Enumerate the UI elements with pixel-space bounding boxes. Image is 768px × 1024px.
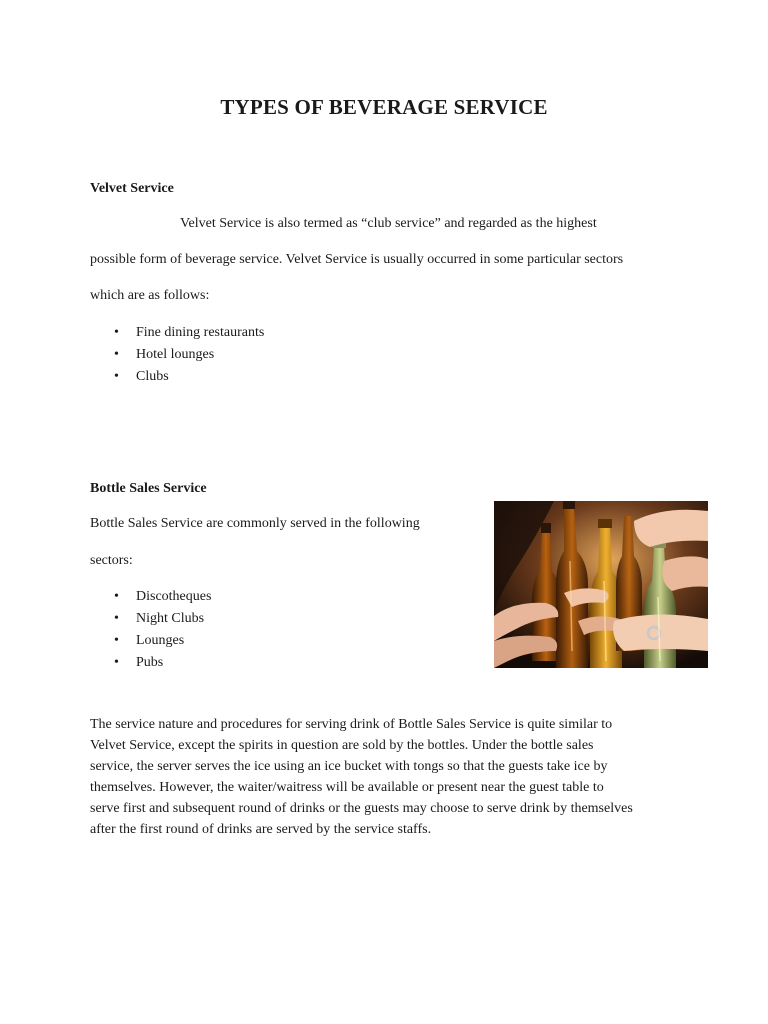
velvet-sector-list bbox=[90, 322, 264, 388]
description-line: The service nature and procedures for serving drink of Bottle Sales Service is quite similar to bbox=[90, 717, 613, 732]
velvet-service-heading: Velvet Service bbox=[90, 181, 174, 196]
bottle-sector-list bbox=[90, 586, 211, 674]
beer-bottles-toast-photo bbox=[494, 501, 708, 668]
description-line: Velvet Service, except the spirits in question are sold by the bottles. Under the bottle sales bbox=[90, 738, 594, 753]
bottle-paragraph-line-1: Bottle Sales Service are commonly served in the following bbox=[90, 516, 420, 531]
list-item: • Clubs bbox=[90, 366, 264, 388]
velvet-paragraph-line-1: Velvet Service is also termed as “club service” and regarded as the highest bbox=[180, 216, 597, 231]
list-item: • Hotel lounges bbox=[90, 344, 264, 366]
description-line: after the first round of drinks are served by the service staffs. bbox=[90, 822, 432, 837]
description-line: serve first and subsequent round of drinks or the guests may choose to serve drink by themselves bbox=[90, 801, 633, 816]
page-title: TYPES OF BEVERAGE SERVICE bbox=[220, 95, 548, 119]
velvet-paragraph-line-3: which are as follows: bbox=[90, 288, 210, 303]
bottle-sales-heading: Bottle Sales Service bbox=[90, 481, 207, 496]
list-item: • Night Clubs bbox=[90, 608, 211, 630]
list-item: • Pubs bbox=[90, 652, 211, 674]
list-item: • Fine dining restaurants bbox=[90, 322, 264, 344]
list-item: • Lounges bbox=[90, 630, 211, 652]
beer-bottles-icon bbox=[494, 501, 708, 668]
bottle-service-description bbox=[90, 714, 690, 840]
bottle-paragraph-line-2: sectors: bbox=[90, 553, 133, 568]
description-line: themselves. However, the waiter/waitress will be available or present near the guest table to bbox=[90, 780, 604, 795]
description-line: service, the server serves the ice using an ice bucket with tongs so that the guests take ice by bbox=[90, 759, 608, 774]
velvet-paragraph-line-2: possible form of beverage service. Velvet Service is usually occurred in some particular sectors bbox=[90, 252, 624, 267]
list-item: • Discotheques bbox=[90, 586, 211, 608]
